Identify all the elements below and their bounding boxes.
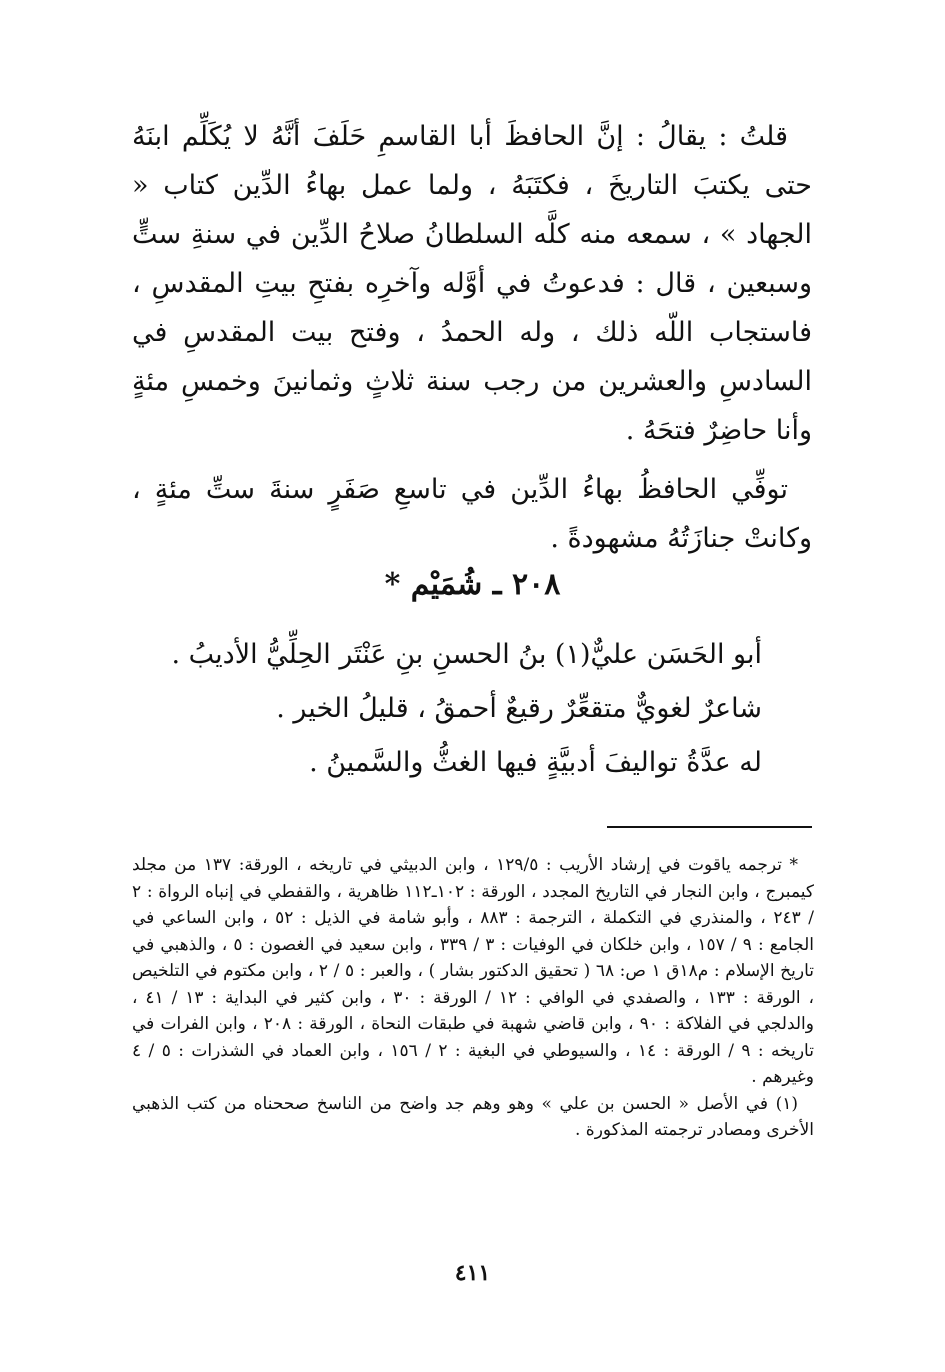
footnotes: [132, 852, 814, 1144]
footnote: * ترجمه ياقوت في إرشاد الأريب : ١٢٩/٥ ، وابن الدبيثي في تاريخه ، الورقة: ١٣٧ من مجلد كيمبرج ، وابن النجار في التاريخ المجدد ، الورقة : ١٠٢ـ١١٢ ظاهرية ، والقفطي في إنباه الرواة : ٢ / ٢٤٣ ، والمنذري في التكملة ، الترجمة : ٨٨٣ ، وأبو شامة في الذيل : ٥٢ ، وابن الساعي في الجامع : ٩ / ١٥٧ ، وابن خلكان في الوفيات : ٣ / ٣٣٩ ، وابن سعيد في الغصون : ٥ ، والذهبي في تاريخ الإسلام : م١٨ق ١ ص: ٦٨ ( تحقيق الدكتور بشار ) ، والعبر : ٥ / ٢ ، وابن مكتوم في التلخيص ، الورقة : ١٣٣ ، والصفدي في الوافي : ١٢ / الورقة : ٣٠ ، وابن كثير في البداية : ١٣ / ٤١ ، والدلجي في الفلاكة : ٩٠ ، وابن قاضي شهبة في طبقات النحاة ، الورقة : ٢٠٨ ، وابن الفرات في تاريخه : ٩ / الورقة : ١٤ ، والسيوطي في البغية : ٢ / ١٥٦ ، وابن العماد في الشذرات : ٥ / ٤ وغيرهم .: [132, 855, 815, 1087]
footnote-separator: [607, 826, 812, 828]
entry-heading-text: ٢٠٨ ـ شُمَيْم *: [384, 567, 561, 602]
entry-line: له عدَّةُ تواليفَ أدبيَّةٍ فيها الغثُّ والسَّمينُ .: [309, 747, 762, 778]
entry-line: أبو الحَسَن عليٌّ(١) بنُ الحسنِ بنِ عَنْتَر الحِلِّيُّ الأديبُ .: [171, 639, 762, 670]
entry-body: [132, 628, 762, 790]
page-number: ٤١١: [454, 1260, 491, 1286]
main-text: [132, 112, 812, 563]
paragraph: توفِّي الحافظُ بهاءُ الدِّين في تاسعِ صَفَرٍ سنةَ ستِّ مئةٍ ، وكانتْ جنازَتُهُ مشهودةً .: [132, 474, 812, 554]
entry-heading: [0, 560, 945, 610]
paragraph: قلتُ : يقالُ : إنَّ الحافظَ أبا القاسمِ حَلَفَ أنَّهُ لا يُكَلِّم ابنَهُ حتى يكتبَ التاريخَ ، فكتَبَهُ ، ولما عمل بهاءُ الدِّين كتاب « الجهاد » ، سمعه منه كلَّه السلطانُ صلاحُ الدِّين في سنةِ ستٍّ وسبعين ، قال : فدعوتُ في أوَّله وآخرِه بفتحِ بيتِ المقدسِ ، فاستجاب اللّه ذلك ، وله الحمدُ ، وفتح بيت المقدسِ في السادسِ والعشرين من رجب سنة ثلاثٍ وثمانينَ وخمسِ مئةٍ وأنا حاضِرٌ فتحَهُ .: [132, 121, 812, 446]
entry-line: شاعرٌ لغويٌّ متقعِّرٌ رقيعٌ أحمقُ ، قليلُ الخير .: [276, 693, 762, 724]
footnote: (١) في الأصل « الحسن بن علي » وهو وهم جد واضح من الناسخ صححناه من كتب الذهبي الأخرى ومصادر ترجمته المذكورة .: [132, 1093, 814, 1140]
